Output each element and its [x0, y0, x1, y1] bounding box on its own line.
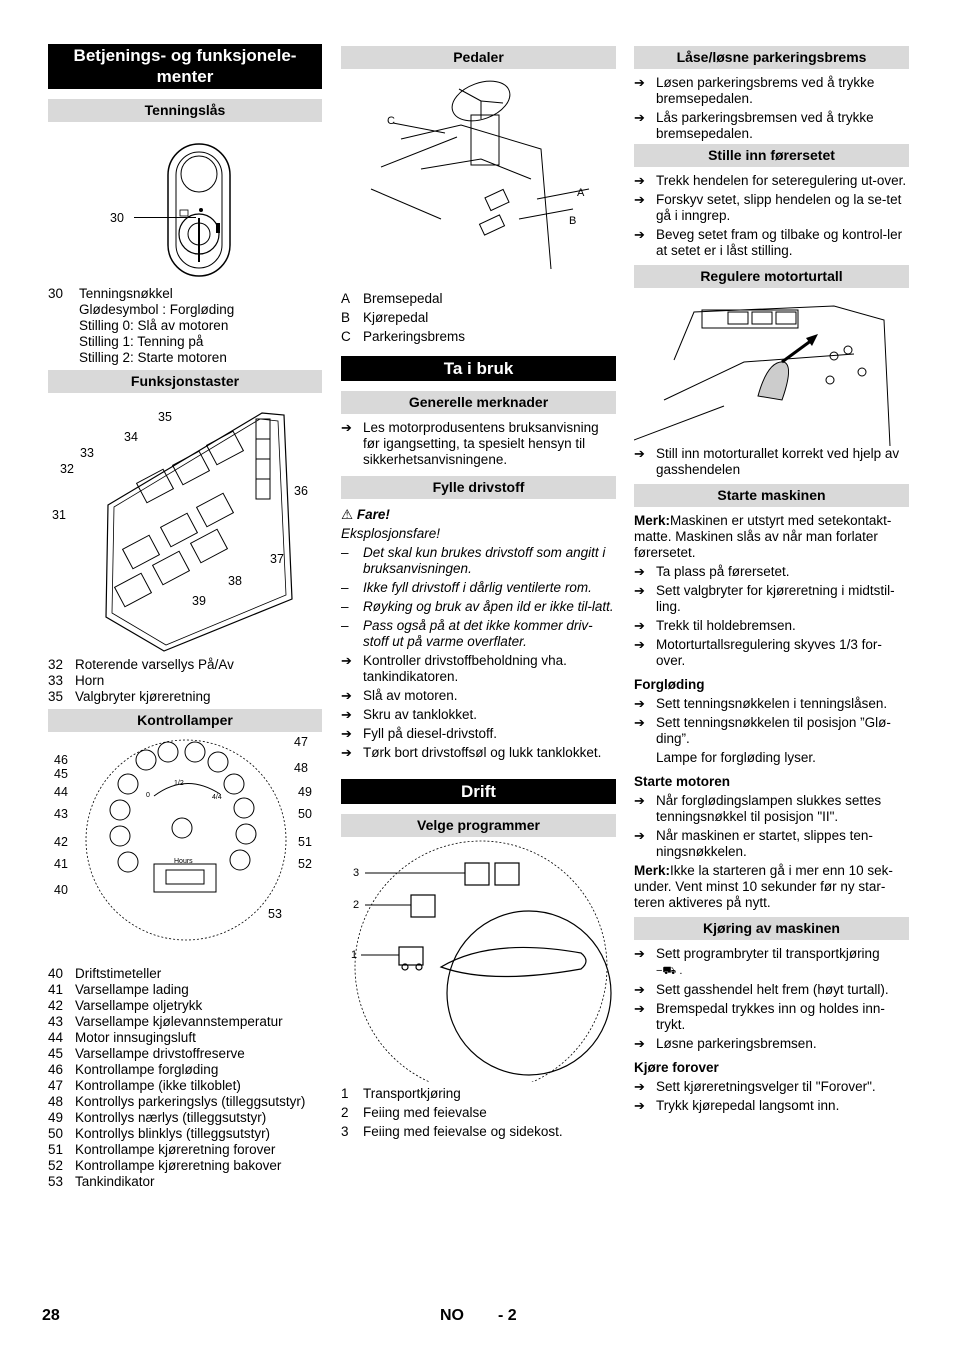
label-31: 31: [52, 508, 66, 522]
subheading-preglow: Forgløding: [634, 677, 705, 692]
list-item: [634, 1001, 909, 1033]
legend-text: Kontrollampe (ikke tilkoblet): [75, 1078, 241, 1093]
label-a: A: [577, 187, 585, 199]
label-42: 42: [54, 835, 68, 849]
label-52: 52: [298, 857, 312, 871]
leader-30: [134, 217, 196, 218]
legend-num: 43: [48, 1014, 64, 1029]
list-item-text: Løsen parkeringsbrems ved å trykke bremsepedalen.: [656, 75, 875, 106]
function-keys-legend: [48, 657, 322, 705]
list-item: [634, 1036, 909, 1052]
legend-num: 2: [341, 1105, 349, 1120]
list-item: [634, 227, 909, 259]
arrow-icon: ➔: [634, 828, 645, 843]
pedals-legend: [341, 291, 616, 345]
legend-row: [48, 1094, 322, 1110]
heading-seat: Stille inn førersetet: [634, 144, 909, 167]
column-1: [48, 44, 322, 1190]
instrument-panel-drawing: [48, 732, 322, 962]
legend-text: Feiing med feievalse: [363, 1105, 487, 1120]
list-item: [341, 420, 616, 468]
note-text: Maskinen er utstyrt med setekontakt-matte. Maskinen slås av når man forlater førersetet.: [634, 513, 892, 560]
legend-num: 33: [48, 673, 64, 688]
pedals-drawing: [341, 69, 616, 287]
list-item-text: Motorturtallsregulering skyves 1/3 for-over.: [656, 637, 882, 668]
list-item-text: Sett gasshendel helt frem (høyt turtall).: [656, 982, 889, 997]
list-item-text: Trekk til holdebremsen.: [656, 618, 796, 633]
legend-num: 53: [48, 1174, 64, 1189]
legend-row: [48, 1158, 322, 1174]
heading-programs: Velge programmer: [341, 814, 616, 837]
list-item: – Ikke fyll drivstoff i dårlig ventilerte rom.: [341, 580, 592, 595]
label-34: 34: [124, 430, 138, 444]
list-item: [341, 688, 616, 704]
legend-num: 3: [341, 1124, 349, 1139]
arrow-icon: ➔: [634, 715, 645, 730]
legend-row: [48, 1030, 322, 1046]
control-lamps-figure: [48, 732, 322, 962]
subheading-forward: Kjøre forover: [634, 1060, 719, 1075]
list-item: [341, 707, 616, 723]
heading-driving: Kjøring av maskinen: [634, 917, 909, 940]
label-41: 41: [54, 857, 68, 871]
legend-text: Stilling 2: Starte motoren: [79, 350, 227, 365]
arrow-icon: ➔: [341, 726, 352, 741]
label-1: 1: [351, 949, 358, 961]
legend-text: Transportkjøring: [363, 1086, 461, 1101]
language-code: NO: [440, 1307, 464, 1324]
note-text: Ikke la starteren gå i mer enn 10 sek-under. Vent minst 10 sekunder før ny star-teren aktiveres på nytt.: [634, 863, 893, 910]
list-item-text: Når forglødingslampen slukkes settes tenningsnøkkel til posisjon "II".: [656, 793, 882, 824]
legend-num: 49: [48, 1110, 64, 1125]
note-label: Merk:: [634, 513, 671, 528]
warning-title: [341, 507, 616, 523]
list-item-text: Sett tenningsnøkkelen i tenningslåsen.: [656, 696, 888, 711]
label-45: 45: [54, 767, 68, 781]
legend-text: Horn: [75, 673, 105, 688]
label-36: 36: [294, 484, 308, 498]
column-2: [341, 44, 616, 1140]
legend-text: Kjørepedal: [363, 310, 429, 325]
list-item: [341, 745, 616, 761]
section-title-drift: Drift: [341, 779, 616, 804]
legend-num: 48: [48, 1094, 64, 1109]
arrow-icon: ➔: [634, 1036, 645, 1051]
list-item: [634, 828, 909, 860]
legend-text: Varsellampe oljetrykk: [75, 998, 203, 1013]
arrow-icon: ➔: [634, 227, 645, 242]
list-item-text: Løsne parkeringsbremsen.: [656, 1036, 817, 1051]
list-item-text: Røyking og bruk av åpen ild er ikke til-latt.: [363, 599, 614, 614]
legend-text: Driftstimeteller: [75, 966, 162, 981]
legend-row: [48, 1062, 322, 1078]
legend-num: 35: [48, 689, 64, 704]
list-item-text: Still inn motorturallet korrekt ved hjelp av gasshendelen: [656, 446, 900, 477]
legend-text: Kontrollampe forgløding: [75, 1062, 219, 1077]
legend-text: Motor innsugingsluft: [75, 1030, 196, 1045]
legend-text: Kontrollys parkeringslys (tilleggsutstyr): [75, 1094, 306, 1109]
dial-zero: 0: [146, 792, 150, 799]
list-item-text: Det skal kun brukes drivstoff som angitt i bruksanvisningen.: [363, 545, 606, 576]
label-33: 33: [80, 446, 94, 460]
list-item: – Røyking og bruk av åpen ild er ikke til-latt.: [341, 599, 614, 614]
legend-row: [48, 1126, 322, 1142]
list-item: [634, 173, 909, 189]
legend-num: 52: [48, 1158, 64, 1173]
arrow-icon: ➔: [634, 793, 645, 808]
legend-num: 42: [48, 998, 64, 1013]
section-title-controls: Betjenings- og funksjonele- menter: [48, 44, 322, 89]
heading-rpm: Regulere motorturtall: [634, 265, 909, 288]
legend-num: 46: [48, 1062, 64, 1077]
legend-text: Stilling 0: Slå av motoren: [79, 318, 229, 333]
legend-text: Stilling 1: Tenning på: [79, 334, 204, 349]
legend-text: Bremsepedal: [363, 291, 443, 306]
legend-num: 40: [48, 966, 64, 981]
list-item: [634, 793, 909, 825]
legend-text: Varsellampe drivstoffreserve: [75, 1046, 245, 1061]
list-item-text: Sett programbryter til transportkjøring: [656, 946, 880, 961]
legend-num: 47: [48, 1078, 64, 1093]
sub-page-text: - 2: [498, 1307, 517, 1324]
legend-text: Tankindikator: [75, 1174, 155, 1189]
arrow-icon: ➔: [341, 745, 352, 760]
label-53: 53: [268, 907, 282, 921]
legend-num: 51: [48, 1142, 64, 1157]
legend-row: [48, 1014, 322, 1030]
legend-text: Glødesymbol : Forgløding: [79, 302, 235, 317]
ignition-legend: [48, 286, 322, 366]
label-38: 38: [228, 574, 242, 588]
arrow-icon: ➔: [634, 1001, 645, 1016]
list-item: [634, 715, 909, 747]
heading-general: Generelle merknader: [341, 391, 616, 414]
list-item: – Det skal kun brukes drivstoff som angitt i bruksanvisningen.: [341, 545, 616, 577]
legend-text: Kontrollys blinklys (tilleggsutstyr): [75, 1126, 271, 1141]
transport-icon: −⛟ .: [656, 965, 683, 977]
list-item: [634, 946, 909, 979]
legend-text: Kontrollys nærlys (tilleggsutstyr): [75, 1110, 267, 1125]
arrow-icon: ➔: [634, 75, 645, 90]
list-item-text: Når maskinen er startet, slippes ten-ningsnøkkelen.: [656, 828, 873, 859]
throttle-lever-drawing: [634, 300, 909, 446]
ignition-lock-drawing: [48, 122, 322, 282]
warning: [341, 507, 616, 542]
label-2: 2: [353, 899, 360, 911]
list-item-text: Trekk hendelen for seteregulering ut-over.: [656, 173, 907, 188]
label-c: C: [387, 115, 395, 127]
arrow-icon: ➔: [634, 192, 645, 207]
legend-num: 1: [341, 1086, 349, 1101]
function-keys-figure: [48, 393, 322, 653]
list-item-text: Ikke fyll drivstoff i dårlig ventilerte rom.: [363, 580, 592, 595]
heading-function-keys: Funksjonstaster: [48, 370, 322, 393]
subheading-start-engine: Starte motoren: [634, 774, 731, 789]
arrow-icon: ➔: [634, 946, 645, 961]
heading-start: Starte maskinen: [634, 484, 909, 507]
list-item-text: Skru av tanklokket.: [363, 707, 478, 722]
list-item: [634, 446, 909, 478]
list-item: [634, 637, 909, 669]
heading-control-lamps: Kontrollamper: [48, 709, 322, 732]
program-switch-drawing: [341, 837, 616, 1082]
legend-text: Valgbryter kjøreretning: [75, 689, 211, 704]
legend-num: A: [341, 291, 351, 306]
plain-text: Lampe for forgløding lyser.: [656, 750, 816, 765]
list-item: [634, 696, 909, 712]
legend-row: [48, 1142, 322, 1158]
list-item: [341, 653, 616, 685]
warning-title-text: Fare!: [356, 507, 390, 522]
list-item-text: Forskyv setet, slipp hendelen og la se-tet gå i inngrep.: [656, 192, 902, 223]
label-32: 32: [60, 462, 74, 476]
programs-legend: [341, 1086, 616, 1140]
dial-full: 4/4: [212, 794, 222, 801]
list-item: – Pass også på at det ikke kommer driv-stoff ut på varme overflater.: [341, 618, 616, 650]
list-item-text: Bremspedal trykkes inn og holdes inn-trykt.: [656, 1001, 885, 1032]
warning-text: Eksplosjonsfare!: [341, 526, 441, 541]
dial-half: 1/2: [174, 780, 184, 787]
page-number: 28: [42, 1307, 60, 1324]
legend-row: [48, 1078, 322, 1094]
function-panel-drawing: [48, 393, 322, 653]
list-item-text: Sett valgbryter for kjøreretning i midtstil-ling.: [656, 583, 895, 614]
arrow-icon: ➔: [634, 1098, 645, 1113]
arrow-icon: ➔: [634, 696, 645, 711]
list-item-text: Beveg setet fram og tilbake og kontrol-ler at setet er i låst stilling.: [656, 227, 903, 258]
list-item: [634, 618, 909, 634]
label-43: 43: [54, 807, 68, 821]
legend-text: Parkeringsbrems: [363, 329, 466, 344]
legend-text: Kontrollampe kjøreretning forover: [75, 1142, 276, 1157]
pedals-figure: [341, 69, 616, 287]
list-item-text: Kontroller drivstoffbeholdning vha. tankindikatoren.: [363, 653, 567, 684]
sub-page: [498, 1308, 517, 1324]
list-item-text: Pass også på at det ikke kommer driv-stoff ut på varme overflater.: [363, 618, 593, 649]
warning-triangle-icon: ⚠: [341, 507, 354, 522]
list-item: [634, 110, 909, 142]
arrow-icon: ➔: [634, 173, 645, 188]
list-item-text: Trykk kjørepedal langsomt inn.: [656, 1098, 840, 1113]
label-44: 44: [54, 785, 68, 799]
arrow-icon: ➔: [634, 618, 645, 633]
legend-text: Feiing med feievalse og sidekost.: [363, 1124, 563, 1139]
label-37: 37: [270, 552, 284, 566]
label-46: 46: [54, 753, 68, 767]
legend-row: [48, 966, 322, 982]
label-50: 50: [298, 807, 312, 821]
legend-num: 45: [48, 1046, 64, 1061]
legend-text: Roterende varsellys På/Av: [75, 657, 234, 672]
column-3: [634, 44, 909, 1114]
arrow-icon: ➔: [634, 982, 645, 997]
label-30: 30: [110, 211, 124, 225]
arrow-icon: ➔: [341, 688, 352, 703]
list-item: [634, 1079, 909, 1095]
label-51: 51: [298, 835, 312, 849]
arrow-icon: ➔: [341, 653, 352, 668]
heading-ignition: Tenningslås: [48, 99, 322, 122]
list-item-text: Les motorprodusentens bruksanvisning før igangsetting, ta spesielt hensyn til sikkerhetsanvisningene.: [363, 420, 599, 467]
legend-num: 41: [48, 982, 64, 997]
legend-text: Varsellampe lading: [75, 982, 189, 997]
list-item-text: Sett tenningsnøkkelen til posisjon ”Glø-ding”.: [656, 715, 891, 746]
section-title-ta-i-bruk: Ta i bruk: [341, 356, 616, 381]
arrow-icon: ➔: [634, 564, 645, 579]
label-40: 40: [54, 883, 68, 897]
list-item-text: Ta plass på førersetet.: [656, 564, 790, 579]
label-49: 49: [298, 785, 312, 799]
legend-row: [48, 1174, 322, 1190]
arrow-icon: ➔: [634, 110, 645, 125]
list-item: [634, 564, 909, 580]
heading-pedals: Pedaler: [341, 46, 616, 69]
arrow-icon: ➔: [634, 1079, 645, 1094]
list-item-text: Lås parkeringsbremsen ved å trykke bremsepedalen.: [656, 110, 874, 141]
label-35: 35: [158, 410, 172, 424]
rpm-figure: [634, 300, 909, 446]
list-item-text: Slå av motoren.: [363, 688, 458, 703]
label-b: B: [569, 215, 577, 227]
legend-row: [48, 1110, 322, 1126]
legend-row: [48, 982, 322, 998]
legend-num: 50: [48, 1126, 64, 1141]
heading-fuel: Fylle drivstoff: [341, 476, 616, 499]
arrow-icon: ➔: [634, 446, 645, 461]
legend-text: Kontrollampe kjøreretning bakover: [75, 1158, 282, 1173]
legend-row: [48, 1046, 322, 1062]
legend-num: C: [341, 329, 351, 344]
label-48: 48: [294, 761, 308, 775]
list-item: [634, 583, 909, 615]
legend-row: [48, 998, 322, 1014]
label-3: 3: [353, 867, 360, 879]
ignition-figure: [48, 122, 322, 282]
legend-num: 32: [48, 657, 64, 672]
arrow-icon: ➔: [341, 707, 352, 722]
label-39: 39: [192, 594, 206, 608]
list-item: [634, 982, 909, 998]
list-item: [341, 726, 616, 742]
list-item-text: Fyll på diesel-drivstoff.: [363, 726, 498, 741]
list-item: [634, 192, 909, 224]
arrow-icon: ➔: [634, 583, 645, 598]
list-item-text: Tørk bort drivstoffsøl og lukk tanklokket.: [363, 745, 602, 760]
dial-hours: Hours: [174, 858, 193, 865]
legend-text: Varsellampe kjølevannstemperatur: [75, 1014, 283, 1029]
legend-num: 44: [48, 1030, 64, 1045]
control-lamps-legend: [48, 966, 322, 1190]
list-item-text: Sett kjøreretningsvelger til "Forover".: [656, 1079, 876, 1094]
note: [634, 863, 909, 911]
legend-num: B: [341, 310, 351, 325]
list-item: [634, 75, 909, 107]
legend-num: 30: [48, 286, 64, 301]
note: [634, 513, 909, 561]
arrow-icon: ➔: [634, 637, 645, 652]
note-label: Merk:: [634, 863, 671, 878]
arrow-icon: ➔: [341, 420, 352, 435]
programs-figure: [341, 837, 616, 1082]
label-47: 47: [294, 735, 308, 749]
legend-text: Tenningsnøkkel: [79, 286, 173, 301]
heading-parking: Låse/løsne parkeringsbrems: [634, 46, 909, 69]
list-item: [634, 1098, 909, 1114]
